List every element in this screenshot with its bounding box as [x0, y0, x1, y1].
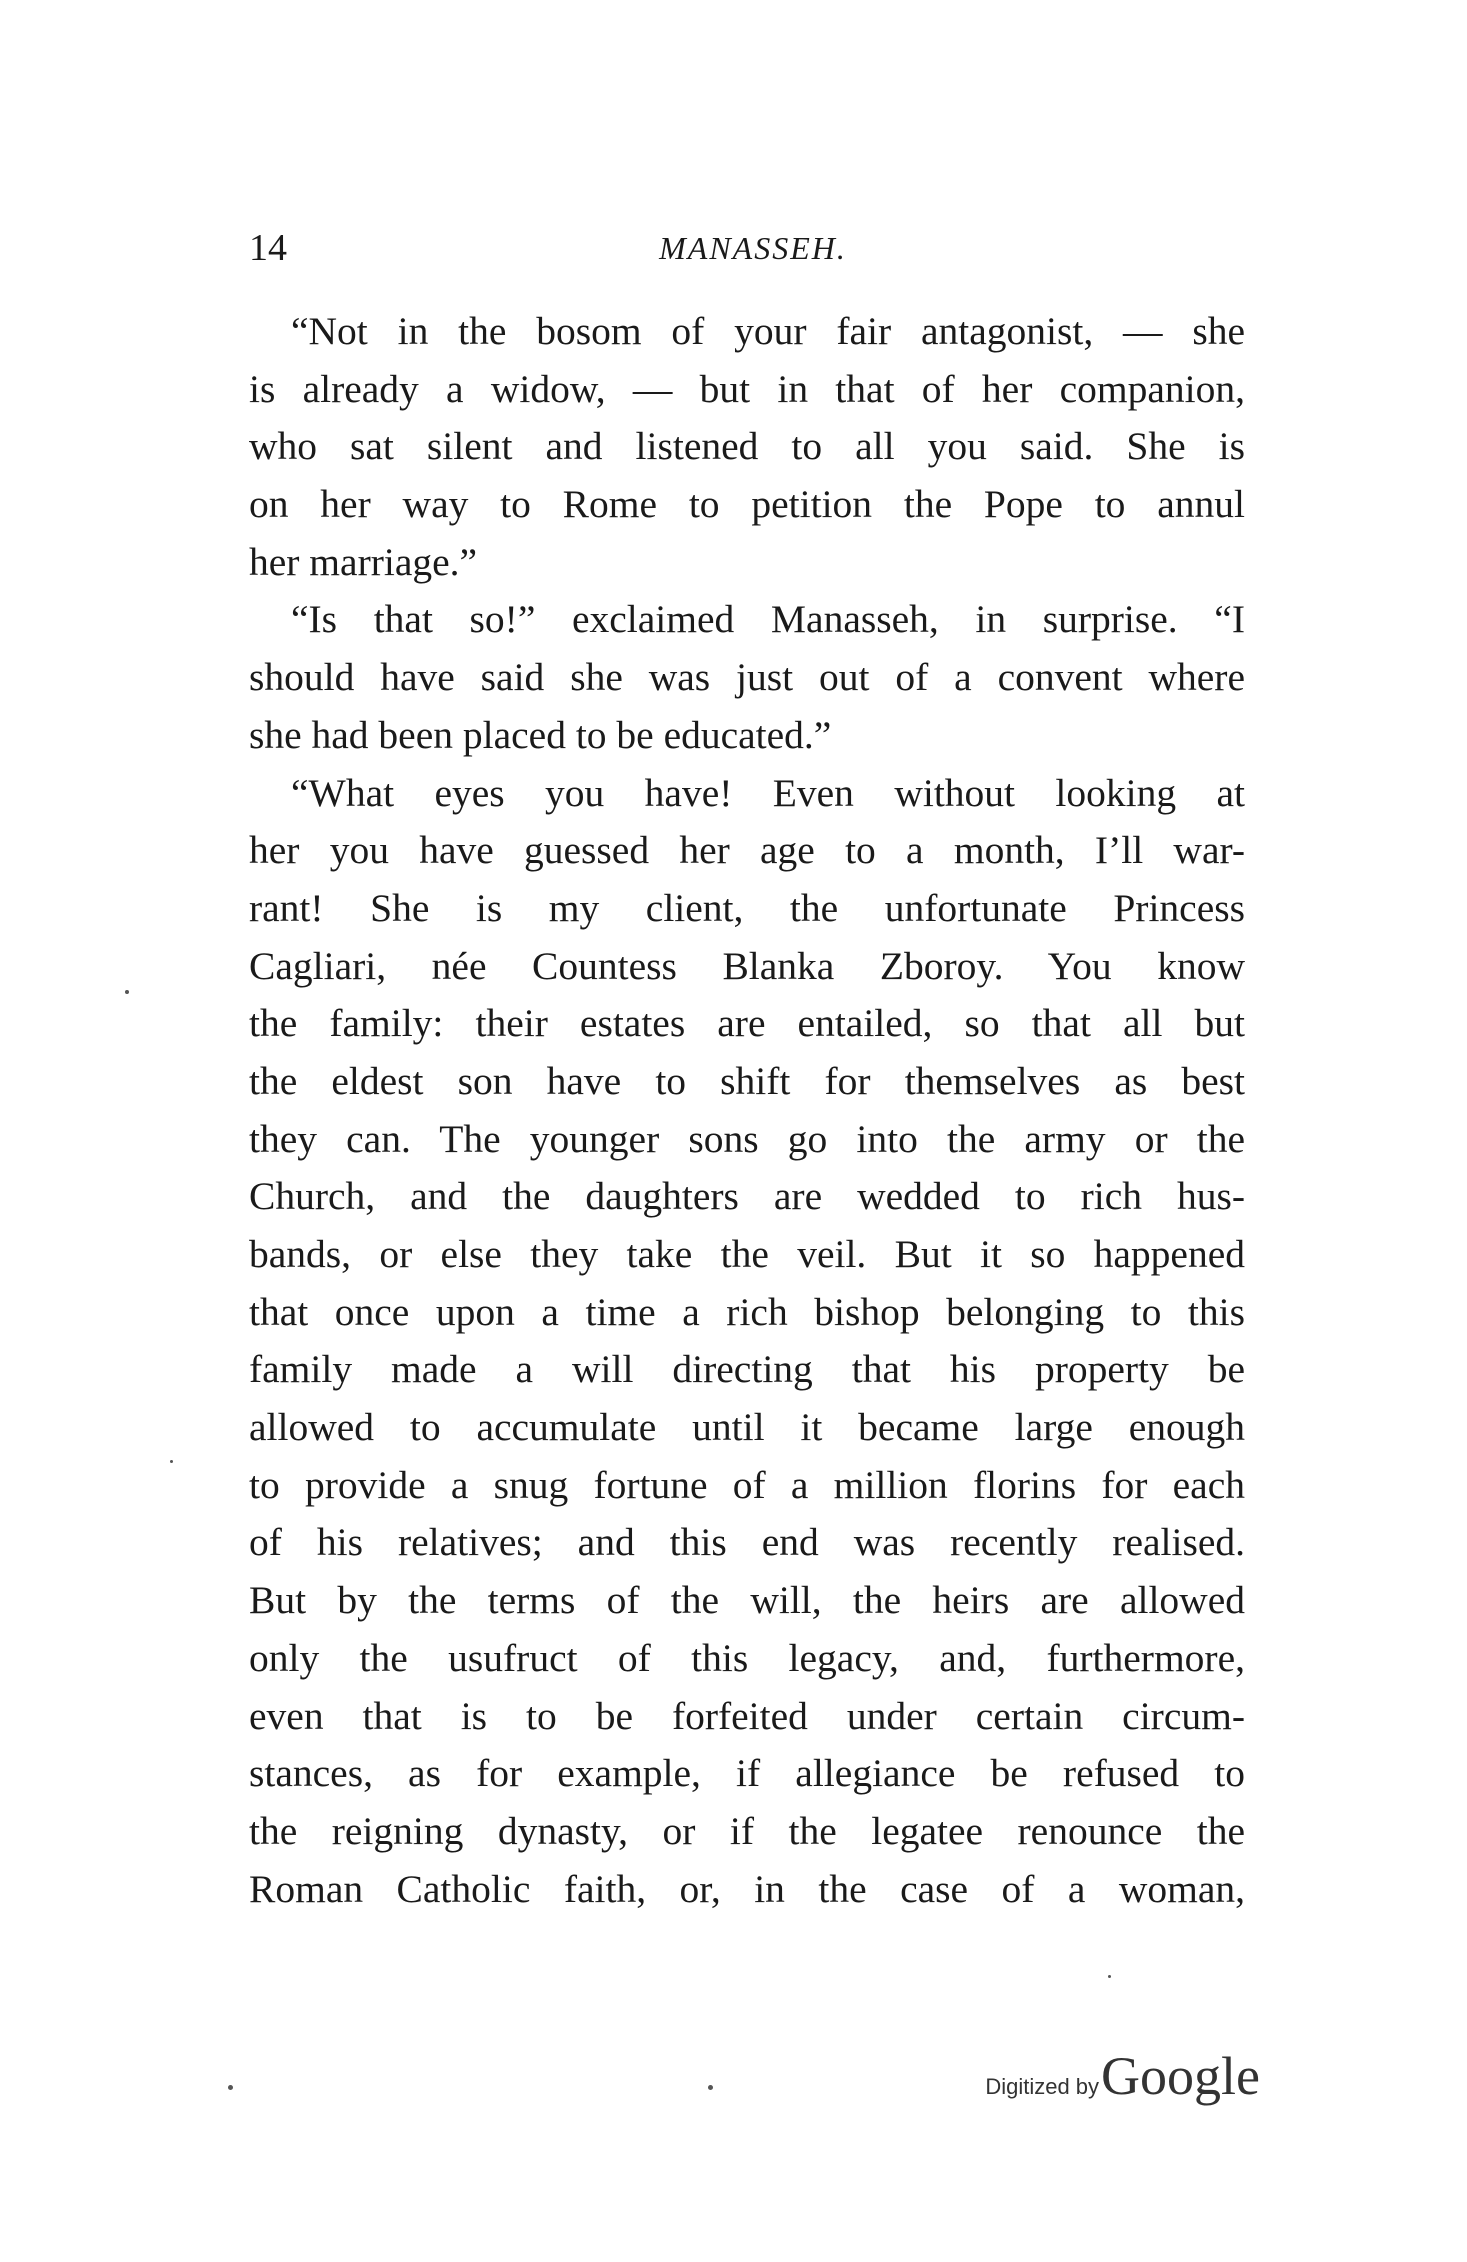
scan-speck: [228, 2085, 233, 2090]
page-number: 14: [249, 227, 287, 269]
text-line: family made a will directing that his property be: [249, 1347, 1245, 1392]
text-line: that once upon a time a rich bishop belonging to this: [249, 1289, 1245, 1334]
text-line: rant! She is my client, the unfortunate Princess: [249, 885, 1245, 930]
text-line: the eldest son have to shift for themselves as best: [249, 1058, 1245, 1103]
text-line: the family: their estates are entailed, so that all but: [249, 1001, 1245, 1046]
scan-speck: [1108, 1975, 1111, 1978]
scan-speck: [170, 1460, 173, 1463]
text-line: even that is to be forfeited under certain circum-: [249, 1693, 1245, 1738]
text-line: they can. The younger sons go into the army or the: [249, 1116, 1245, 1161]
text-line: the reigning dynasty, or if the legatee renounce the: [249, 1808, 1245, 1853]
text-line: Cagliari, née Countess Blanka Zboroy. You know: [249, 943, 1245, 988]
text-line: she had been placed to be educated.”: [249, 712, 832, 757]
scan-speck: [708, 2085, 713, 2090]
text-line: who sat silent and listened to all you said. She is: [249, 424, 1245, 469]
text-line: only the usufruct of this legacy, and, furthermore,: [249, 1635, 1245, 1680]
text-line: her you have guessed her age to a month, I’ll war-: [249, 828, 1245, 873]
text-line: allowed to accumulate until it became large enough: [249, 1405, 1245, 1450]
text-line: Church, and the daughters are wedded to rich hus-: [249, 1174, 1245, 1219]
digitized-by-google-watermark: [985, 2045, 1260, 2107]
text-line: But by the terms of the will, the heirs are allowed: [249, 1578, 1245, 1623]
text-line: of his relatives; and this end was recently realised.: [249, 1520, 1245, 1565]
text-line: on her way to Rome to petition the Pope to annul: [249, 482, 1245, 527]
google-wordmark: Google: [1101, 2046, 1260, 2106]
text-line: her marriage.”: [249, 539, 478, 584]
text-line: “Is that so!” exclaimed Manasseh, in surprise. “I: [291, 597, 1245, 642]
body-text: [249, 303, 1245, 1918]
text-line: “Not in the bosom of your fair antagonist, — she: [291, 309, 1245, 353]
text-line: Roman Catholic faith, or, in the case of a woman,: [249, 1866, 1245, 1911]
text-line: bands, or else they take the veil. But it so happened: [249, 1232, 1245, 1276]
scan-speck: [125, 990, 129, 994]
page-header: [249, 220, 1245, 276]
text-line: is already a widow, — but in that of her companion,: [249, 366, 1245, 411]
running-title: MANASSEH.: [659, 230, 847, 266]
text-line: stances, as for example, if allegiance be refused to: [249, 1751, 1245, 1796]
text-line: should have said she was just out of a convent where: [249, 655, 1245, 700]
text-line: to provide a snug fortune of a million florins for each: [249, 1462, 1245, 1507]
digitized-by-label: Digitized by: [985, 2074, 1100, 2099]
text-line: “What eyes you have! Even without looking at: [291, 770, 1245, 815]
